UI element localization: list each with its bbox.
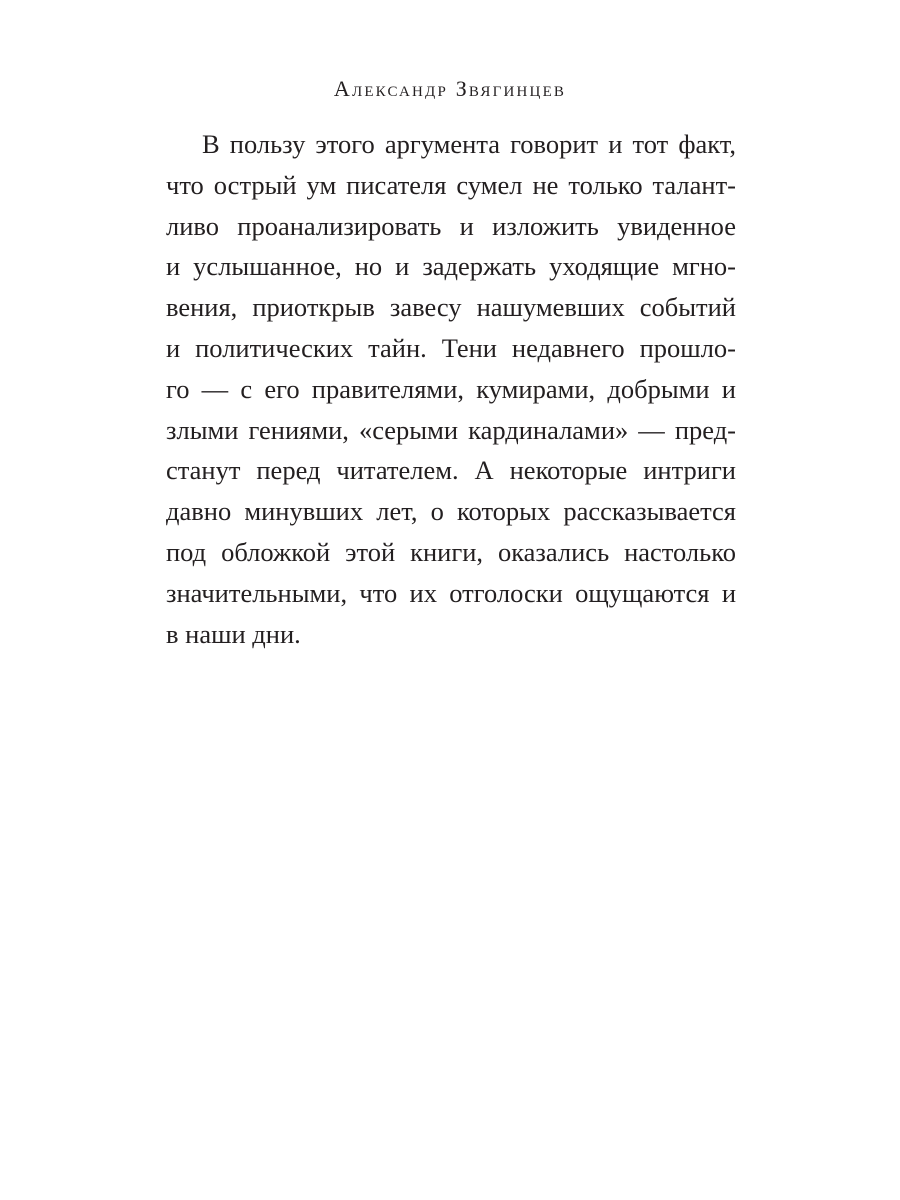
text-line: и политических тайн. Тени недавнего прошло- xyxy=(166,332,736,363)
text-line: злыми гениями, «серыми кардиналами» — пред- xyxy=(166,414,736,445)
text-line: что острый ум писателя сумел не только талант- xyxy=(166,169,736,200)
text-line: значительными, что их отголоски ощущаются и xyxy=(166,577,736,608)
text-line: в наши дни. xyxy=(166,618,301,649)
text-line: давно минувших лет, о которых рассказывается xyxy=(166,496,736,527)
text-line: вения, приоткрыв завесу нашумевших событий xyxy=(166,292,736,323)
text-line: под обложкой этой книги, оказались настолько xyxy=(166,536,736,567)
text-line: станут перед читателем. А некоторые интриги xyxy=(166,455,736,486)
running-head-author: Александр Звягинцев xyxy=(333,76,567,101)
text-line: го — с его правителями, кумирами, добрыми и xyxy=(166,373,736,404)
text-line: В пользу этого аргумента говорит и тот факт, xyxy=(202,129,736,159)
text-line: и услышанное, но и задержать уходящие мгно- xyxy=(166,251,736,282)
body-paragraph xyxy=(166,124,736,654)
text-line: ливо проанализировать и изложить увиденное xyxy=(166,210,736,241)
